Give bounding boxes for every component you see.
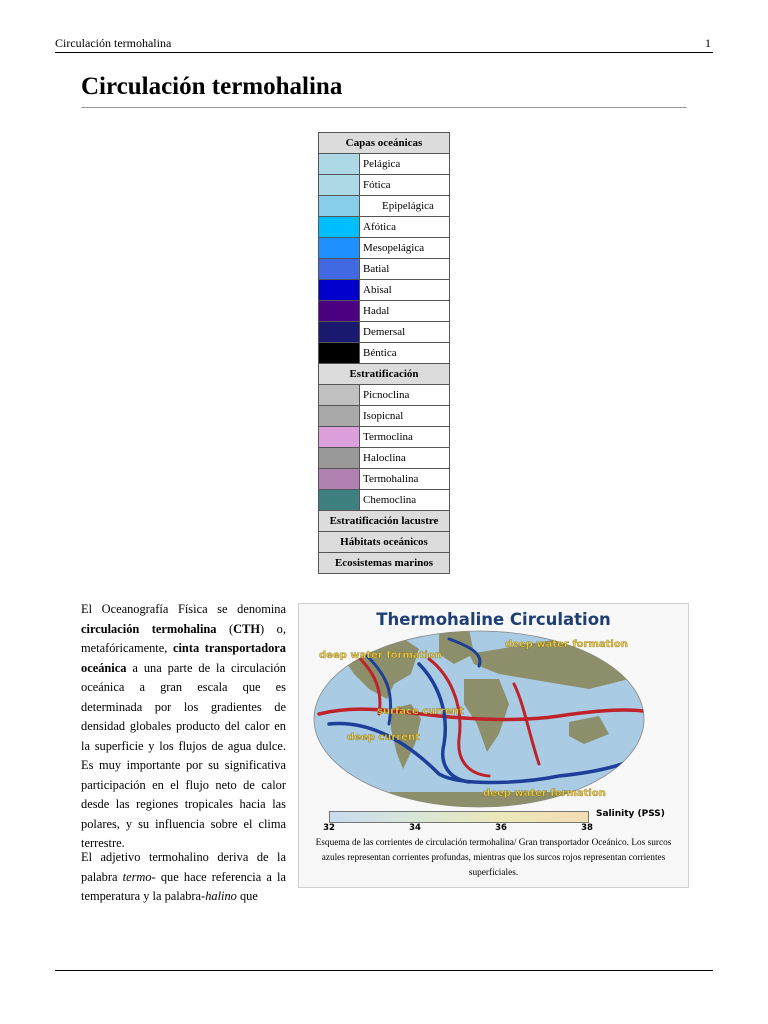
page-title: Circulación termohalina bbox=[81, 73, 687, 108]
label-deep-water-left: deep water formation bbox=[319, 650, 442, 661]
infobox-row bbox=[319, 238, 450, 259]
infobox-row bbox=[319, 343, 450, 364]
infobox-row bbox=[319, 469, 450, 490]
infobox-row bbox=[319, 259, 450, 280]
infobox-link[interactable]: Fótica bbox=[360, 175, 450, 196]
thermohaline-figure bbox=[298, 603, 689, 888]
label-surface-current: surface current bbox=[377, 706, 464, 717]
label-deep-water-right: deep water formation bbox=[505, 639, 628, 650]
color-swatch bbox=[319, 259, 360, 280]
infobox-link[interactable]: Afótica bbox=[360, 217, 450, 238]
label-deep-water-bottom: deep water formation bbox=[483, 788, 606, 799]
color-swatch bbox=[319, 301, 360, 322]
infobox-header-habitats[interactable]: Hábitats oceánicos bbox=[319, 532, 450, 553]
color-swatch bbox=[319, 385, 360, 406]
color-swatch bbox=[319, 217, 360, 238]
infobox-header-estratificacion[interactable]: Estratificación bbox=[319, 364, 450, 385]
salinity-label: Salinity (PSS) bbox=[596, 809, 665, 819]
infobox-row bbox=[319, 175, 450, 196]
color-swatch bbox=[319, 469, 360, 490]
color-swatch bbox=[319, 280, 360, 301]
running-header bbox=[55, 36, 713, 53]
running-title: Circulación termohalina bbox=[55, 36, 172, 50]
infobox-row bbox=[319, 280, 450, 301]
infobox-link[interactable]: Picnoclina bbox=[360, 385, 450, 406]
infobox-row bbox=[319, 301, 450, 322]
color-swatch bbox=[319, 343, 360, 364]
salinity-colorbar bbox=[329, 811, 589, 823]
figure-title: Thermohaline Circulation bbox=[376, 610, 611, 629]
infobox-link[interactable]: Pelágica bbox=[360, 154, 450, 175]
infobox-link[interactable]: Termohalina bbox=[360, 469, 450, 490]
label-deep-current: deep current bbox=[347, 732, 420, 743]
infobox-row bbox=[319, 427, 450, 448]
infobox-link[interactable]: Béntica bbox=[360, 343, 450, 364]
infobox-row bbox=[319, 448, 450, 469]
infobox-link[interactable]: Demersal bbox=[360, 322, 450, 343]
infobox-link[interactable]: Mesopelágica bbox=[360, 238, 450, 259]
salinity-tick: 38 bbox=[581, 823, 593, 833]
link-cinta-transportadora[interactable]: cinta transportadora oceánica bbox=[81, 641, 286, 675]
page-number: 1 bbox=[705, 36, 711, 50]
infobox-header-capas[interactable]: Capas oceánicas bbox=[319, 133, 450, 154]
infobox-header-ecosistemas[interactable]: Ecosistemas marinos bbox=[319, 553, 450, 574]
paragraph-etymology: El adjetivo termohalino deriva de la palabra termo- que hace referencia a la temperatura y la palabra-halino que bbox=[81, 850, 286, 903]
ocean-layers-infobox bbox=[318, 132, 450, 574]
infobox-header-lacustre[interactable]: Estratificación lacustre bbox=[319, 511, 450, 532]
infobox-link[interactable]: Abisal bbox=[360, 280, 450, 301]
infobox-row bbox=[319, 154, 450, 175]
infobox-row bbox=[319, 217, 450, 238]
color-swatch bbox=[319, 238, 360, 259]
color-swatch bbox=[319, 322, 360, 343]
infobox-link[interactable]: Batial bbox=[360, 259, 450, 280]
paragraph-intro: El Oceanografía Física se denomina circulación termohalina (CTH) o, metafóricamente, cinta transportadora oceánica a una parte de la circulación oceánica a gran escala que es determinada por los gradientes de densidad globales producto del calor en la superficie y los flujos de agua dulce. Es muy importante por su significativa participación en el flujo neto de calor desde las regiones tropicales hacia las polares, y su influencia sobre el clima terrestre. bbox=[81, 602, 286, 850]
infobox-row bbox=[319, 196, 450, 217]
infobox-row bbox=[319, 322, 450, 343]
infobox-link[interactable]: Epipelágica bbox=[360, 196, 450, 217]
salinity-tick: 34 bbox=[409, 823, 421, 833]
salinity-tick: 36 bbox=[495, 823, 507, 833]
infobox-row bbox=[319, 385, 450, 406]
infobox-row bbox=[319, 406, 450, 427]
color-swatch bbox=[319, 175, 360, 196]
infobox-link[interactable]: Chemoclina bbox=[360, 490, 450, 511]
infobox-row bbox=[319, 490, 450, 511]
figure-caption: Esquema de las corrientes de circulación termohalina/ Gran transportador Oceánico. Los surcos azules representan corrientes profundas, mientras que los surcos rojos representan corrientes superficiales. bbox=[315, 838, 672, 878]
infobox-link[interactable]: Haloclina bbox=[360, 448, 450, 469]
color-swatch bbox=[319, 490, 360, 511]
infobox-link[interactable]: Termoclina bbox=[360, 427, 450, 448]
color-swatch bbox=[319, 406, 360, 427]
color-swatch bbox=[319, 427, 360, 448]
salinity-tick: 32 bbox=[323, 823, 335, 833]
color-swatch bbox=[319, 448, 360, 469]
color-swatch bbox=[319, 196, 360, 217]
color-swatch bbox=[319, 154, 360, 175]
infobox-link[interactable]: Hadal bbox=[360, 301, 450, 322]
footer-rule bbox=[55, 970, 713, 971]
infobox-link[interactable]: Isopicnal bbox=[360, 406, 450, 427]
